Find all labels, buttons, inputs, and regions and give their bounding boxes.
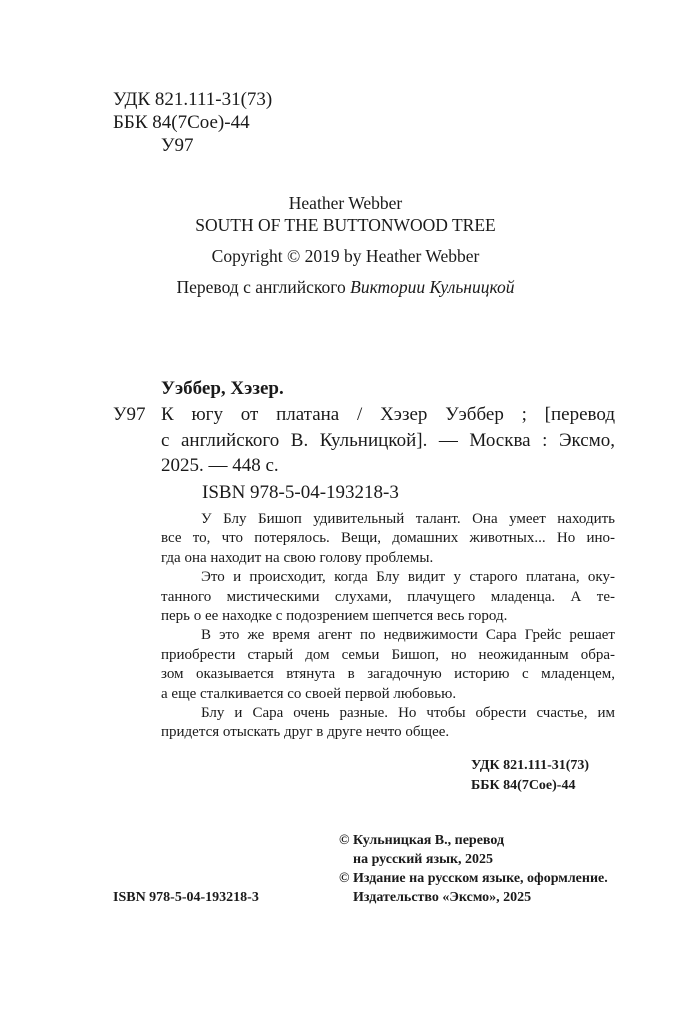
abstract-line: приобрести старый дом семьи Бишоп, но неожиданным обра-	[161, 646, 615, 663]
abstract	[161, 510, 615, 743]
copyright-translation-cont: на русский язык, 2025	[353, 852, 494, 867]
abstract-paragraph	[161, 568, 615, 626]
copyright-edition: © Издание на русском языке, оформление.	[339, 871, 608, 886]
translation-prefix: Перевод с английского	[176, 277, 346, 297]
record-isbn: ISBN 978-5-04-193218-3	[202, 482, 399, 503]
original-title: SOUTH OF THE BUTTONWOOD TREE	[195, 215, 496, 235]
copyright-notice: Copyright © 2019 by Heather Webber	[211, 246, 480, 266]
author-mark: У97	[161, 135, 194, 156]
abstract-line: а еще сталкивается со своей первой любовью.	[161, 685, 457, 702]
abstract-paragraph	[161, 510, 615, 568]
abstract-line: перь о ее находке с подозрением шепчется весь город.	[161, 608, 508, 625]
copyright-translation: © Кульницкая В., перевод	[339, 833, 505, 848]
original-author: Heather Webber	[288, 193, 403, 213]
udk-code: УДК 821.111-31(73)	[113, 89, 273, 110]
translation-credit	[0, 276, 691, 298]
copyright-edition-cont: Издательство «Эксмо», 2025	[353, 890, 532, 905]
abstract-line: зом оказывается втянута в загадочную историю с младенцем,	[161, 666, 615, 683]
translator-name: Виктории Кульницкой	[350, 277, 515, 297]
abstract-line: У Блу Бишоп удивительный талант. Она умеет находить	[201, 511, 615, 527]
abstract-paragraph	[161, 626, 615, 704]
abstract-paragraph	[161, 704, 615, 743]
record-line-3: 2025. — 448 с.	[161, 455, 279, 476]
abstract-bbk: ББК 84(7Сое)-44	[471, 778, 576, 793]
abstract-line: все то, что потерялось. Вещи, домашних животных... Но ино-	[161, 530, 615, 547]
footer-isbn: ISBN 978-5-04-193218-3	[113, 890, 259, 905]
record-mark: У97	[113, 404, 146, 425]
abstract-line: придется отыскать друг в друге нечто общее.	[161, 724, 450, 741]
abstract-line: танного мистическими слухами, плачущего младенца. А те-	[161, 588, 615, 605]
abstract-line: Это и происходит, когда Блу видит у старого платана, оку-	[201, 569, 615, 586]
abstract-line: В это же время агент по недвижимости Сара Грейс решает	[201, 627, 615, 644]
record-line-2: с английского В. Кульницкой]. — Москва : Эксмо,	[161, 430, 615, 451]
record-line-1: К югу от платана / Хэзер Уэббер ; [перевод	[161, 404, 615, 425]
abstract-line: гда она находит на свою голову проблемы.	[161, 549, 434, 566]
record-heading: Уэббер, Хэзер.	[161, 378, 284, 399]
abstract-udk: УДК 821.111-31(73)	[471, 758, 590, 773]
bbk-code: ББК 84(7Сое)-44	[113, 112, 250, 133]
abstract-line: Блу и Сара очень разные. Но чтобы обрести счастье, им	[201, 705, 615, 722]
